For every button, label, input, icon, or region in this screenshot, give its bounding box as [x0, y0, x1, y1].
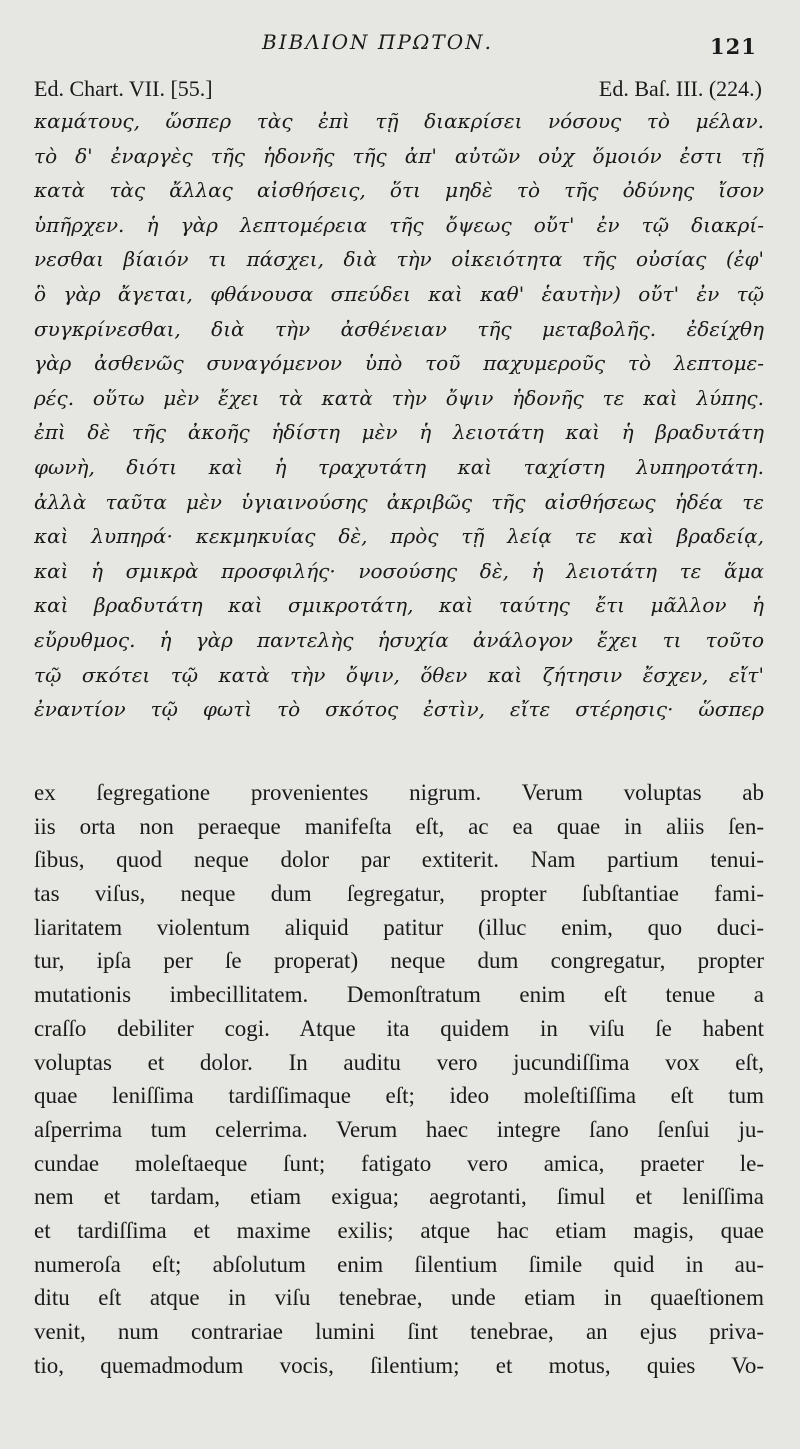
greek-text-line: ὃ γὰρ ἄγεται, φθάνουσα σπεύδει καὶ καθ' ἑαυτὴν) οὔτ' ἐν τῷ — [34, 281, 764, 306]
greek-text-line: καὶ βραδυτάτη καὶ σμικροτάτη, καὶ ταύτης ἔτι μᾶλλον ἡ — [34, 593, 764, 618]
greek-text-line: νεσθαι βίαιόν τι πάσχει, διὰ τὴν οἰκειότητα τῆς οὐσίας (ἐφ' — [34, 247, 764, 272]
edition-chartier-reference: Ed. Chart. VII. [55.] — [34, 76, 213, 101]
page-number: 121 — [710, 34, 757, 59]
latin-text-line: cundae moleſtaeque ſunt; fatigato vero amica, praeter le- — [34, 1150, 764, 1176]
greek-text-line: καμάτους, ὥσπερ τὰς ἐπὶ τῇ διακρίσει νόσους τὸ μέλαν. — [34, 109, 764, 133]
greek-text-line: ρές. οὕτω μὲν ἔχει τὰ κατὰ τὴν ὄψιν ἡδονῆς τε καὶ λύπης. — [34, 385, 764, 410]
greek-text-block — [34, 104, 764, 727]
latin-text-line: voluptas et dolor. In auditu vero jucundiſſima vox eſt, — [34, 1049, 764, 1075]
latin-text-line: et tardiſſima et maxime exilis; atque hac etiam magis, quae — [34, 1217, 764, 1243]
greek-text-line: ἐναντίον τῷ φωτὶ τὸ σκότος ἐστὶν, εἴτε στέρησις· ὥσπερ — [34, 697, 764, 722]
greek-text-line: γὰρ ἀσθενῶς συναγόμενον ὑπὸ τοῦ παχυμεροῦς τὸ λεπτομε- — [34, 351, 764, 376]
greek-text-line: εὔρυθμος. ἡ γὰρ παντελὴς ἡσυχία ἀνάλογον ἔχει τι τοῦτο — [34, 627, 764, 652]
latin-text-line: tas viſus, neque dum ſegregatur, propter ſubſtantiae fami- — [34, 881, 764, 907]
latin-text-line: tio, quemadmodum vocis, ſilentium; et motus, quies Vo- — [34, 1352, 764, 1378]
latin-text-line: numeroſa eſt; abſolutum enim ſilentium ſimile quid in au- — [34, 1251, 764, 1277]
greek-text-line: ἐπὶ δὲ τῆς ἀκοῆς ἡδίστη μὲν ἡ λειοτάτη καὶ ἡ βραδυτάτη — [34, 420, 764, 445]
latin-text-line: iis orta non peraeque manifeſta eſt, ac ea quae in aliis ſen- — [34, 813, 764, 839]
greek-text-line: κατὰ τὰς ἄλλας αἰσθήσεις, ὅτι μηδὲ τὸ τῆς ὀδύνης ἴσον — [34, 178, 764, 203]
greek-text-line: τῷ σκότει τῷ κατὰ τὴν ὄψιν, ὅθεν καὶ ζήτησιν ἔσχεν, εἴτ' — [34, 662, 764, 687]
latin-text-line: liaritatem violentum aliquid patitur (illuc enim, quo duci- — [34, 914, 764, 940]
latin-text-line: aſperrima tum celerrima. Verum haec integre ſano ſenſui ju- — [34, 1116, 764, 1142]
latin-text-line: tur, ipſa per ſe properat) neque dum congregatur, propter — [34, 948, 764, 974]
running-head — [0, 30, 800, 60]
latin-text-block — [34, 776, 764, 1382]
running-title: BIBΛΙΟΝ ΠΡΩΤΟΝ. — [262, 30, 493, 54]
edition-basel-reference: Ed. Baſ. III. (224.) — [598, 76, 762, 101]
latin-text-line: craſſo debiliter cogi. Atque ita quidem in viſu ſe habent — [34, 1015, 764, 1041]
greek-text-line: ὑπῆρχεν. ἡ γὰρ λεπτομέρεια τῆς ὄψεως οὔτ' ἐν τῷ διακρί- — [34, 212, 764, 237]
latin-text-line: ſibus, quod neque dolor par extiterit. Nam partium tenui- — [34, 847, 764, 873]
greek-text-line: καὶ λυπηρά· κεκμηκυίας δὲ, πρὸς τῇ λείᾳ τε καὶ βραδείᾳ, — [34, 524, 764, 549]
latin-text-line: nem et tardam, etiam exigua; aegrotanti, ſimul et leniſſima — [34, 1184, 764, 1210]
latin-text-line: quae leniſſima tardiſſimaque eſt; ideo moleſtiſſima eſt tum — [34, 1083, 764, 1109]
latin-text-line: venit, num contrariae lumini ſint tenebrae, an ejus priva- — [34, 1319, 764, 1344]
latin-text-line: ditu eſt atque in viſu tenebrae, unde etiam in quaeſtionem — [34, 1285, 764, 1311]
greek-text-line: καὶ ἡ σμικρὰ προσφιλής· νοσούσης δὲ, ἡ λειοτάτη τε ἅμα — [34, 558, 764, 583]
greek-text-line: συγκρίνεσθαι, διὰ τὴν ἀσθένειαν τῆς μεταβολῆς. ἐδείχθη — [34, 316, 764, 341]
latin-text-line: mutationis imbecillitatem. Demonſtratum enim eſt tenue a — [34, 982, 764, 1008]
latin-text-line: ex ſegregatione provenientes nigrum. Verum voluptas ab — [34, 780, 764, 805]
greek-text-line: ἀλλὰ ταῦτα μὲν ὑγιαινούσης ἀκριβῶς τῆς αἰσθήσεως ἡδέα τε — [34, 489, 764, 514]
greek-text-line: φωνὴ, διότι καὶ ἡ τραχυτάτη καὶ ταχίστη λυπηροτάτη. — [34, 454, 764, 479]
edition-reference-line — [34, 76, 762, 104]
greek-text-line: τὸ δ' ἐναργὲς τῆς ἡδονῆς τῆς ἀπ' αὐτῶν οὐχ ὅμοιόν ἐστι τῇ — [34, 143, 764, 168]
